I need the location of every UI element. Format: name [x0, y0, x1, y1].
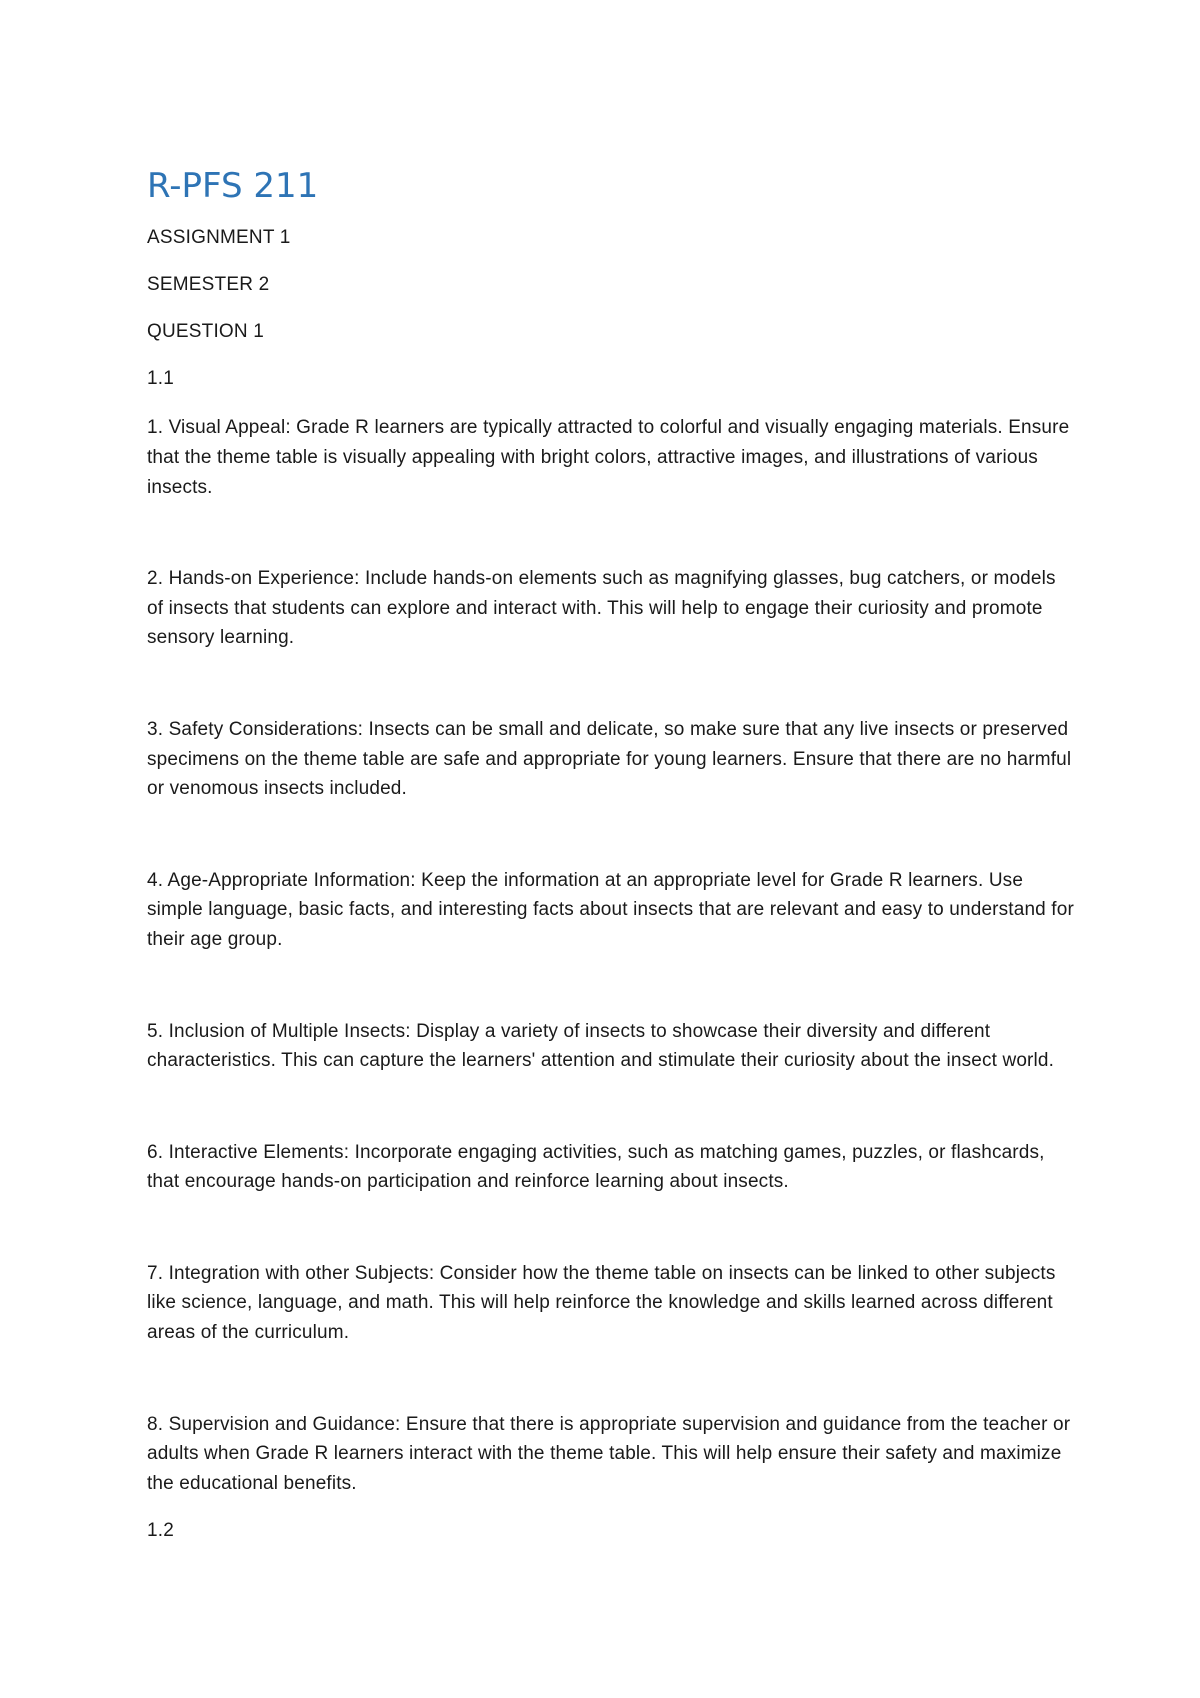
point-integration-with-other-subjects: 7. Integration with other Subjects: Consider how the theme table on insects can be linked to other subjects like science, language, and math. This will help reinforce the knowledge and skills learned across different areas of the curriculum.	[147, 1262, 1056, 1344]
point-age-appropriate-information: 4. Age-Appropriate Information: Keep the information at an appropriate level for Grade R learners. Use simple language, basic facts, and interesting facts about insects that are relevant and easy to understand for their age group.	[147, 869, 1074, 950]
point-safety-considerations: 3. Safety Considerations: Insects can be small and delicate, so make sure that any live insects or preserved specimens on the theme table are safe and appropriate for young learners. Ensure that there are no harmful or venomous insects included.	[147, 718, 1072, 800]
question-label: QUESTION 1	[147, 321, 265, 343]
semester-label: SEMESTER 2	[147, 274, 270, 296]
section-number-1-1: 1.1	[147, 368, 175, 390]
document-body	[147, 168, 1077, 1565]
document-title: R-PFS 211	[147, 166, 319, 206]
point-hands-on-experience: 2. Hands-on Experience: Include hands-on elements such as magnifying glasses, bug catchers, or models of insects that students can explore and interact with. This will help to engage their curiosity and promote sensory learning.	[147, 568, 1056, 649]
assignment-label: ASSIGNMENT 1	[147, 227, 291, 249]
point-inclusion-of-multiple-insects: 5. Inclusion of Multiple Insects: Display a variety of insects to showcase their diversity and different characteristics. This can capture the learners' attention and stimulate their curiosity about the insect world.	[147, 1020, 1055, 1072]
point-supervision-and-guidance: 8. Supervision and Guidance: Ensure that there is appropriate supervision and guidance from the teacher or adults when Grade R learners interact with the theme table. This will help ensure their safety and maximize the educational benefits.	[147, 1413, 1071, 1494]
point-interactive-elements: 6. Interactive Elements: Incorporate engaging activities, such as matching games, puzzles, or flashcards, that encourage hands-on participation and reinforce learning about insects.	[147, 1141, 1045, 1193]
section-number-1-2: 1.2	[147, 1520, 175, 1542]
point-visual-appeal: 1. Visual Appeal: Grade R learners are typically attracted to colorful and visually engaging materials. Ensure that the theme table is visually appealing with bright colors, attractive images, and illustrations of various insects.	[147, 417, 1070, 498]
